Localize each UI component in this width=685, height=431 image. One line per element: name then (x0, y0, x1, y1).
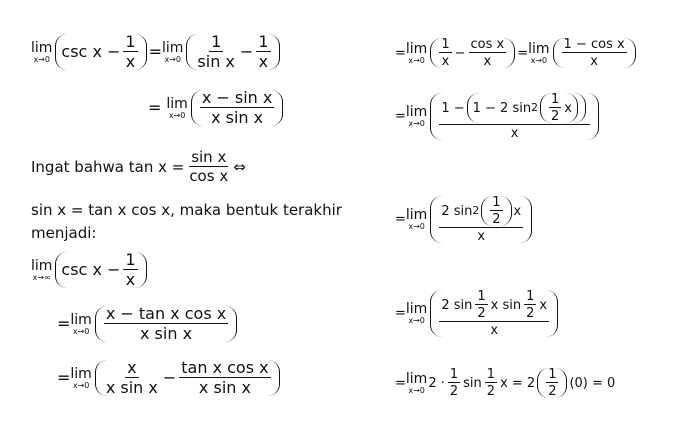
right-eq-1: = lim x→0 1 x − $\frac{\text{cos x}}{x}$ = lim x→0 1 − cos x x (395, 38, 638, 68)
right-eq-4: = lim x→0 2 sin 1 2 x sin 1 2 x x (395, 290, 560, 337)
left-eq-2: = lim x→0 x − sin x x sin x (148, 90, 285, 126)
limit-operator: lim x→0 (528, 40, 550, 65)
left-eq-7: = lim x→0 x − tan x cos x x sin x (57, 306, 239, 342)
limit-operator: lim x→0 (405, 370, 428, 395)
left-eq-6: lim x→∞ csc x − $\frac{1}{x}$ (31, 252, 149, 288)
left-eq-8: = lim x→0 x x sin x − $\frac{\text{tan x cos x}}{\text{x sin x}}$ (57, 360, 282, 396)
text-line: sin x = tan x cos x, maka bentuk terakhir (31, 201, 342, 219)
limit-operator: lim x→0 (405, 40, 428, 65)
left-eq-1: lim x→0 csc x − $\frac{1}{x}$ = lim x→0 1 sin x − $\frac{1}{x}$ (31, 34, 282, 70)
right-eq-3: = lim x→0 2 sin 2 1 2 x x (395, 196, 534, 243)
right-eq-5: = lim x→0 2 · 1 2 sin 1 2 x = 2 1 2 (0) = 0 (395, 367, 616, 399)
limit-operator: lim x→0 (405, 301, 428, 325)
limit-operator: lim x→0 (166, 95, 188, 120)
right-eq-2: = lim x→0 1 − 1 − 2 sin 2 1 2 x x (395, 93, 601, 140)
limit-operator: lim x→0 (405, 207, 428, 231)
limit-operator: lim x→0 (162, 39, 184, 64)
identity-note: Ingat bahwa tan x = $\frac{\text{sin x}}{\text{cos x}}$ ⇔ (31, 148, 246, 185)
limit-operator: lim x→0 (31, 39, 53, 64)
limit-operator: lim x→0 (405, 104, 428, 128)
limit-operator: lim x→∞ (31, 257, 53, 282)
limit-operator: lim x→0 (70, 365, 92, 390)
text-line: menjadi: (31, 224, 97, 242)
limit-operator: lim x→0 (70, 311, 92, 336)
